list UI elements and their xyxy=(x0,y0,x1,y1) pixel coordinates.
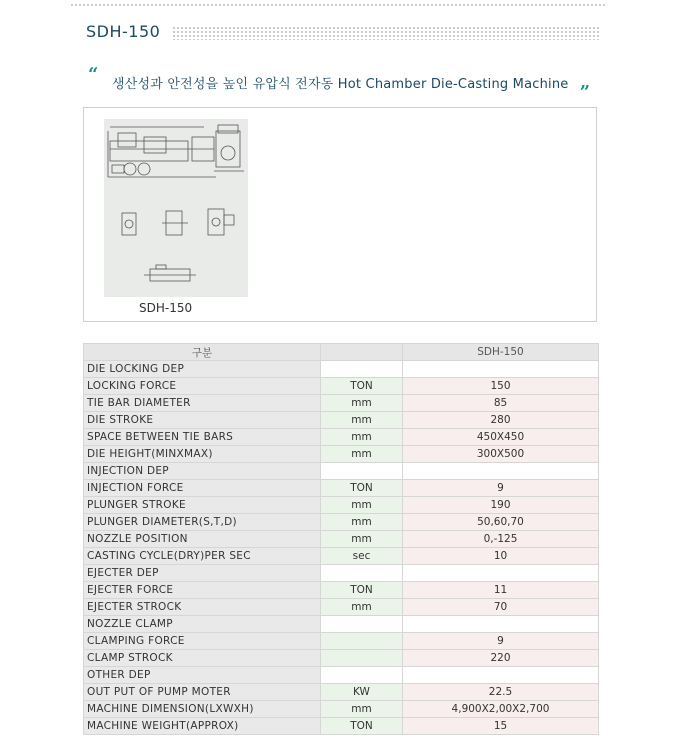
table-row xyxy=(84,361,599,378)
table-row xyxy=(84,548,599,565)
tagline: 생산성과 안전성을 높인 유압식 전자동 Hot Chamber Die-Casting Machine xyxy=(112,77,569,92)
machine-drawing-icon xyxy=(104,119,248,297)
header-model: SDH-150 xyxy=(403,344,599,361)
spec-value: 450X450 xyxy=(403,429,599,446)
spec-unit: TON xyxy=(321,480,403,497)
spec-unit xyxy=(321,650,403,667)
spec-value: 10 xyxy=(403,548,599,565)
spec-value: 22.5 xyxy=(403,684,599,701)
table-row xyxy=(84,582,599,599)
spec-value xyxy=(403,616,599,633)
close-quote-icon: „ xyxy=(580,72,591,93)
title-dotted-rule xyxy=(172,26,600,40)
image-caption: SDH-150 xyxy=(139,301,193,315)
spec-value xyxy=(403,463,599,480)
spec-unit: mm xyxy=(321,701,403,718)
spec-unit: mm xyxy=(321,599,403,616)
spec-label: OUT PUT OF PUMP MOTER xyxy=(84,684,321,701)
spec-table-body xyxy=(84,344,599,735)
open-quote-icon: “ xyxy=(88,64,99,85)
spec-unit: mm xyxy=(321,429,403,446)
spec-unit xyxy=(321,565,403,582)
spec-label: DIE HEIGHT(MINXMAX) xyxy=(84,446,321,463)
table-header-row xyxy=(84,344,599,361)
table-row xyxy=(84,599,599,616)
spec-unit xyxy=(321,463,403,480)
spec-label: INJECTION FORCE xyxy=(84,480,321,497)
table-row xyxy=(84,633,599,650)
spec-label: PLUNGER DIAMETER(S,T,D) xyxy=(84,514,321,531)
spec-unit: TON xyxy=(321,718,403,735)
table-row xyxy=(84,514,599,531)
spec-label: NOZZLE POSITION xyxy=(84,531,321,548)
spec-unit: mm xyxy=(321,497,403,514)
spec-label: CLAMP STROCK xyxy=(84,650,321,667)
spec-label: TIE BAR DIAMETER xyxy=(84,395,321,412)
top-dotted-rule xyxy=(70,4,606,6)
table-row xyxy=(84,565,599,582)
spec-value xyxy=(403,361,599,378)
spec-table xyxy=(83,343,599,735)
spec-label: EJECTER STROCK xyxy=(84,599,321,616)
spec-value: 220 xyxy=(403,650,599,667)
spec-unit xyxy=(321,667,403,684)
spec-unit xyxy=(321,616,403,633)
spec-value: 150 xyxy=(403,378,599,395)
spec-label: INJECTION DEP xyxy=(84,463,321,480)
spec-unit: mm xyxy=(321,446,403,463)
spec-label: EJECTER FORCE xyxy=(84,582,321,599)
spec-value xyxy=(403,667,599,684)
table-row xyxy=(84,480,599,497)
machine-drawing xyxy=(104,119,248,297)
spec-label: NOZZLE CLAMP xyxy=(84,616,321,633)
spec-unit: KW xyxy=(321,684,403,701)
header-unit xyxy=(321,344,403,361)
header-label: 구분 xyxy=(84,344,321,361)
spec-value: 70 xyxy=(403,599,599,616)
spec-unit: TON xyxy=(321,378,403,395)
spec-label: CASTING CYCLE(DRY)PER SEC xyxy=(84,548,321,565)
spec-label: OTHER DEP xyxy=(84,667,321,684)
spec-unit: mm xyxy=(321,412,403,429)
spec-value: 15 xyxy=(403,718,599,735)
spec-value xyxy=(403,565,599,582)
spec-label: LOCKING FORCE xyxy=(84,378,321,395)
table-row xyxy=(84,378,599,395)
table-row xyxy=(84,412,599,429)
spec-label: CLAMPING FORCE xyxy=(84,633,321,650)
spec-unit xyxy=(321,633,403,650)
spec-value: 300X500 xyxy=(403,446,599,463)
spec-value: 50,60,70 xyxy=(403,514,599,531)
table-row xyxy=(84,667,599,684)
spec-value: 9 xyxy=(403,480,599,497)
spec-unit: mm xyxy=(321,514,403,531)
spec-value: 9 xyxy=(403,633,599,650)
spec-label: DIE LOCKING DEP xyxy=(84,361,321,378)
spec-value: 4,900X2,00X2,700 xyxy=(403,701,599,718)
spec-label: MACHINE WEIGHT(APPROX) xyxy=(84,718,321,735)
product-image-box xyxy=(83,107,597,322)
spec-label: MACHINE DIMENSION(LXWXH) xyxy=(84,701,321,718)
table-row xyxy=(84,701,599,718)
table-row xyxy=(84,684,599,701)
spec-value: 11 xyxy=(403,582,599,599)
spec-value: 0,-125 xyxy=(403,531,599,548)
spec-unit: mm xyxy=(321,531,403,548)
spec-label: SPACE BETWEEN TIE BARS xyxy=(84,429,321,446)
spec-value: 280 xyxy=(403,412,599,429)
table-row xyxy=(84,616,599,633)
spec-unit: mm xyxy=(321,395,403,412)
table-row xyxy=(84,650,599,667)
spec-value: 190 xyxy=(403,497,599,514)
table-row xyxy=(84,463,599,480)
spec-unit xyxy=(321,361,403,378)
spec-unit: sec xyxy=(321,548,403,565)
table-row xyxy=(84,531,599,548)
spec-value: 85 xyxy=(403,395,599,412)
table-row xyxy=(84,497,599,514)
page-title: SDH-150 xyxy=(86,22,161,41)
table-row xyxy=(84,429,599,446)
spec-label: EJECTER DEP xyxy=(84,565,321,582)
table-row xyxy=(84,395,599,412)
table-row xyxy=(84,446,599,463)
spec-label: PLUNGER STROKE xyxy=(84,497,321,514)
spec-unit: TON xyxy=(321,582,403,599)
spec-label: DIE STROKE xyxy=(84,412,321,429)
table-row xyxy=(84,718,599,735)
